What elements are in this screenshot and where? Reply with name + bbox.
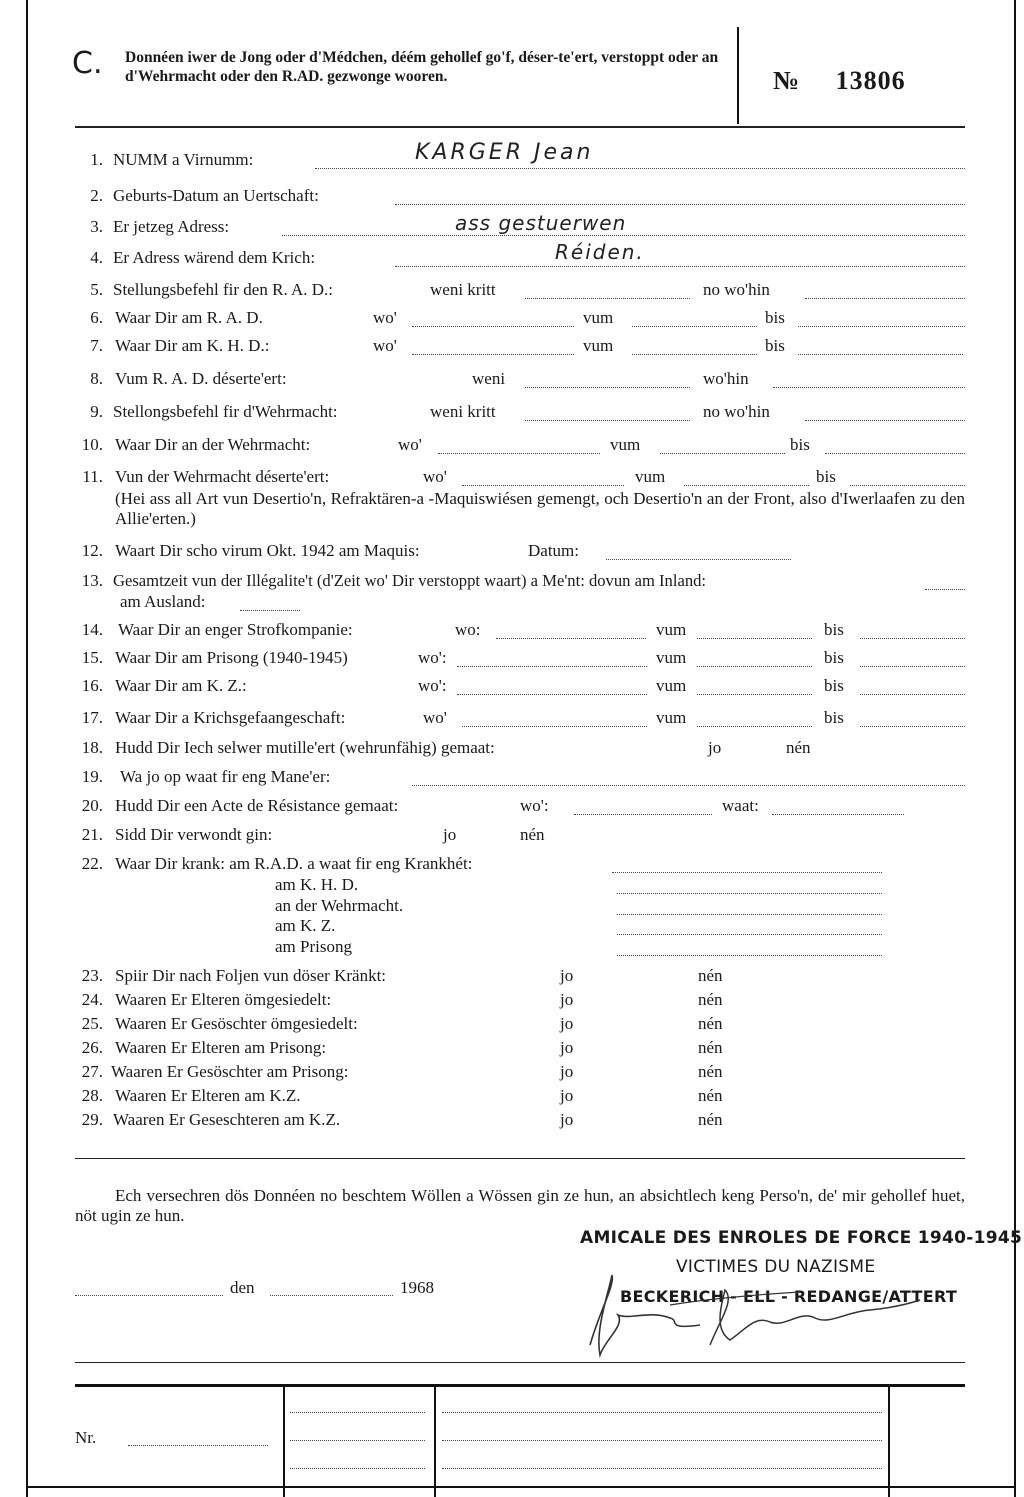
- answer-line[interactable]: [457, 694, 647, 695]
- field-label: weni kritt: [430, 280, 496, 299]
- item-15: [0, 648, 1024, 674]
- item-number: 24.: [81, 990, 103, 1009]
- field-label: weni kritt: [430, 402, 496, 421]
- item-2: [0, 186, 1024, 212]
- yes-option[interactable]: jo: [560, 1110, 574, 1129]
- field-label: wo': [373, 336, 397, 355]
- item-label: Geburts-Datum an Uertschaft:: [113, 186, 319, 205]
- sub-label: am Prisong: [275, 937, 352, 956]
- nr-label: Nr.: [75, 1428, 97, 1447]
- section-letter: C.: [72, 46, 103, 81]
- item-number: 5.: [90, 280, 103, 299]
- answer-line[interactable]: [697, 726, 812, 727]
- section-heading: Donnéen iwer de Jong oder d'Médchen, déém gehollef go'f, déser-te'ert, verstoppt oder an d'Wehrmacht oder den R.AD. gezwonge wooren.: [125, 49, 719, 85]
- answer-line[interactable]: [240, 610, 300, 611]
- footer-col-2: [434, 1384, 436, 1497]
- field-label: wo':: [520, 796, 549, 815]
- footer-col-1: [283, 1384, 285, 1497]
- answer-line[interactable]: [282, 235, 965, 236]
- yes-option[interactable]: jo: [560, 1086, 574, 1105]
- item-12: [0, 541, 1024, 567]
- item-number: 7.: [90, 336, 103, 355]
- answer-line[interactable]: [617, 934, 882, 935]
- item-number: 27.: [81, 1062, 103, 1081]
- signature: [570, 1270, 930, 1365]
- answer-line[interactable]: [606, 559, 791, 560]
- item-16: [0, 676, 1024, 702]
- stamp-line-3: BECKERICH - ELL - REDANGE/ATTERT: [620, 1287, 958, 1306]
- item-label: Hudd Dir een Acte de Résistance gemaat:: [115, 796, 399, 815]
- item-label: Waaren Er Geseschteren am K.Z.: [113, 1110, 341, 1129]
- item-8: [0, 369, 1024, 395]
- answer-line[interactable]: [773, 387, 965, 388]
- field-label: vum: [583, 336, 614, 355]
- field-label: bis: [824, 620, 844, 639]
- answer-line[interactable]: [697, 638, 812, 639]
- answer-line[interactable]: [617, 893, 882, 894]
- field-label: wo': [423, 708, 447, 727]
- field-label: wo': [373, 308, 397, 327]
- item-10: [0, 435, 1024, 461]
- item-label: Gesamtzeit vun der Illégalite't (d'Zeit wo' Dir verstoppt waart) a Me'nt: dovun am Inland:: [113, 571, 707, 590]
- stamp-line-1: AMICALE DES ENROLES DE FORCE 1940-1945: [580, 1228, 1023, 1248]
- field-label: bis: [824, 648, 844, 667]
- answer-line[interactable]: [457, 666, 647, 667]
- field-label: bis: [765, 308, 785, 327]
- answer-line[interactable]: [772, 814, 904, 815]
- footer-line[interactable]: [442, 1412, 882, 1413]
- item-label: Wa jo op waat fir eng Mane'er:: [120, 767, 331, 786]
- item-number: 3.: [90, 217, 103, 236]
- item-label: Er jetzeg Adress:: [113, 217, 230, 236]
- answer-line[interactable]: [617, 914, 882, 915]
- item-label: Spiir Dir nach Foljen vun döser Kränkt:: [115, 966, 387, 985]
- stamp-line-2: VICTIMES DU NAZISME: [676, 1257, 876, 1277]
- date-year: 1968: [400, 1278, 434, 1297]
- item-label: Waar Dir am R. A. D.: [115, 308, 263, 327]
- item-label: Waar Dir krank: am R.A.D. a waat fir eng Krankhét:: [115, 854, 473, 873]
- declaration-text: Ech versechren dös Donnéen no beschtem Wöllen a Wössen gin ze hun, an absichtlech keng Perso'n, de' mir gehollef huet, nöt ugin ze hun.: [75, 1186, 965, 1225]
- item-label: Waaren Er Gesöschter am Prisong:: [111, 1062, 349, 1081]
- no-option[interactable]: nén: [698, 1110, 723, 1129]
- yes-option[interactable]: jo: [560, 1038, 574, 1057]
- footer-line[interactable]: [442, 1440, 882, 1441]
- item-label: Waaren Er Gesöschter ömgesiedelt:: [115, 1014, 358, 1033]
- sub-label: an der Wehrmacht.: [275, 896, 404, 915]
- field-label: wo':: [418, 676, 447, 695]
- field-label: no wo'hin: [703, 280, 770, 299]
- item-4: [0, 240, 1024, 274]
- no-option[interactable]: nén: [698, 1086, 723, 1105]
- item-label: Waaren Er Elteren am Prisong:: [115, 1038, 327, 1057]
- no-option[interactable]: nén: [698, 1038, 723, 1057]
- item-label: Vum R. A. D. déserte'ert:: [115, 369, 287, 388]
- sub-label: am K. Z.: [275, 916, 336, 935]
- form-number: [773, 66, 906, 96]
- field-label: bis: [824, 676, 844, 695]
- item-number: 19.: [81, 767, 103, 786]
- item-21: [0, 825, 1024, 851]
- item-number: 21.: [81, 825, 103, 844]
- item-label: Waar Dir a Krichsgefaangeschaft:: [115, 708, 346, 727]
- footer-rule-thin: [75, 1362, 965, 1363]
- item-number: 10.: [81, 435, 103, 454]
- answer-line[interactable]: [412, 326, 574, 327]
- answer-line[interactable]: [805, 298, 965, 299]
- item-27: [0, 1062, 1024, 1088]
- item-number: 14.: [81, 620, 103, 639]
- field-label: vum: [583, 308, 614, 327]
- item-25: [0, 1014, 1024, 1040]
- item-28: [0, 1086, 1024, 1112]
- item-number: 12.: [81, 541, 103, 560]
- answer-line[interactable]: [925, 589, 965, 590]
- field-label: vum: [610, 435, 641, 454]
- answer-line[interactable]: [462, 726, 647, 727]
- item-number: 26.: [81, 1038, 103, 1057]
- item-number: 15.: [81, 648, 103, 667]
- number-value: 13806: [835, 66, 906, 95]
- sub-label: am K. H. D.: [275, 875, 359, 894]
- item-number: 16.: [81, 676, 103, 695]
- item-18: [0, 738, 1024, 764]
- footer-line[interactable]: [290, 1412, 425, 1413]
- answer-line[interactable]: [798, 326, 965, 327]
- no-option[interactable]: nén: [698, 966, 723, 985]
- item-26: [0, 1038, 1024, 1064]
- nr-line[interactable]: [128, 1445, 268, 1446]
- item-label: Waaren Er Elteren ömgesiedelt:: [115, 990, 332, 1009]
- item-number: 13.: [81, 571, 103, 590]
- field-label: Datum:: [528, 541, 579, 560]
- item-label: Hudd Dir Iech selwer mutille'ert (wehrunfähig) gemaat:: [115, 738, 495, 757]
- date-line[interactable]: [270, 1295, 393, 1296]
- field-label: waat:: [722, 796, 759, 815]
- item-label: Sidd Dir verwondt gin:: [115, 825, 273, 844]
- field-label: vum: [656, 676, 687, 695]
- item-label: Stellungsbefehl fir den R. A. D.:: [113, 280, 334, 299]
- item-number: 18.: [81, 738, 103, 757]
- yes-option[interactable]: jo: [560, 990, 574, 1009]
- item-label: Waar Dir am K. Z.:: [115, 676, 247, 695]
- no-option[interactable]: nén: [698, 1062, 723, 1081]
- item-number: 4.: [90, 248, 103, 267]
- item-label: Waaren Er Elteren am K.Z.: [115, 1086, 301, 1105]
- field-label: vum: [635, 467, 666, 486]
- item-number: 1.: [90, 150, 103, 169]
- answer-line[interactable]: [412, 785, 965, 786]
- item-label: NUMM a Virnumm:: [113, 150, 254, 169]
- answer-line[interactable]: [860, 726, 965, 727]
- field-label: wo': [398, 435, 422, 454]
- answer-line[interactable]: [315, 168, 965, 169]
- field-label: wo': [423, 467, 447, 486]
- item-number: 11.: [82, 467, 103, 486]
- answer-line[interactable]: [697, 694, 812, 695]
- answer-line[interactable]: [860, 694, 965, 695]
- no-option[interactable]: nén: [520, 825, 545, 844]
- item-7: [0, 336, 1024, 362]
- yes-option[interactable]: jo: [560, 966, 574, 985]
- answer-line[interactable]: [525, 298, 690, 299]
- bottom-border: [26, 1486, 1016, 1488]
- answer-line[interactable]: [697, 666, 812, 667]
- field-label: vum: [656, 620, 687, 639]
- item-label: Waart Dir scho virum Okt. 1942 am Maquis:: [115, 541, 420, 560]
- field-label: am Ausland:: [120, 592, 206, 611]
- answer-line[interactable]: [438, 453, 600, 454]
- item-number: 20.: [81, 796, 103, 815]
- item-5: [0, 280, 1024, 306]
- answer-line[interactable]: [860, 638, 965, 639]
- footer-col-3: [888, 1384, 890, 1497]
- item-label: Er Adress wärend dem Krich:: [113, 248, 316, 267]
- field-label: wo'hin: [703, 369, 749, 388]
- answer-line[interactable]: [860, 666, 965, 667]
- item-1: [0, 140, 1024, 176]
- answer-line[interactable]: [525, 420, 690, 421]
- item-22-sub-prisong: [0, 937, 1024, 963]
- field-label: wo':: [418, 648, 447, 667]
- place-line[interactable]: [75, 1295, 223, 1296]
- field-label: bis: [824, 708, 844, 727]
- item-label: Waar Dir an enger Strofkompanie:: [118, 620, 353, 639]
- item-label: Vun der Wehrmacht déserte'ert:: [115, 467, 330, 486]
- answer-line[interactable]: [632, 326, 757, 327]
- no-option[interactable]: nén: [698, 990, 723, 1009]
- footer-line[interactable]: [290, 1440, 425, 1441]
- field-label: weni: [472, 369, 506, 388]
- item-label: Stellongsbefehl fir d'Wehrmacht:: [113, 402, 338, 421]
- item-9: [0, 402, 1024, 428]
- number-sign: №: [773, 66, 801, 95]
- item-label: Waar Dir am Prisong (1940-1945): [115, 648, 348, 667]
- header-rule: [75, 126, 965, 128]
- item-20: [0, 796, 1024, 822]
- item-number: 8.: [90, 369, 103, 388]
- answer-line[interactable]: [632, 354, 757, 355]
- item-number: 6.: [90, 308, 103, 327]
- item-13-cont: [0, 592, 1024, 618]
- item-number: 17.: [81, 708, 103, 727]
- answer-line[interactable]: [660, 453, 785, 454]
- answer-line[interactable]: [798, 354, 963, 355]
- field-label: no wo'hin: [703, 402, 770, 421]
- item-19: [0, 767, 1024, 793]
- answer-line[interactable]: [462, 485, 624, 486]
- field-label: vum: [656, 648, 687, 667]
- answer-line[interactable]: [684, 485, 809, 486]
- item-number: 2.: [90, 186, 103, 205]
- item-17: [0, 708, 1024, 734]
- answer-line[interactable]: [574, 814, 712, 815]
- item-24: [0, 990, 1024, 1016]
- item-3: [0, 211, 1024, 243]
- answer-line[interactable]: [395, 266, 965, 267]
- item-6: [0, 308, 1024, 334]
- item-number: 23.: [81, 966, 103, 985]
- item-23: [0, 966, 1024, 992]
- answer-line[interactable]: [825, 453, 965, 454]
- declaration-rule: [75, 1158, 965, 1159]
- answer-line[interactable]: [496, 638, 646, 639]
- item-number: 9.: [90, 402, 103, 421]
- yes-option[interactable]: jo: [708, 738, 722, 757]
- answer-line[interactable]: [395, 204, 965, 205]
- item-number: 25.: [81, 1014, 103, 1033]
- yes-option[interactable]: jo: [560, 1062, 574, 1081]
- item-number: 22.: [81, 854, 103, 873]
- footer-line[interactable]: [290, 1468, 425, 1469]
- item-14: [0, 620, 1024, 646]
- answer-line[interactable]: [850, 485, 965, 486]
- yes-option[interactable]: jo: [560, 1014, 574, 1033]
- field-label: bis: [765, 336, 785, 355]
- yes-option[interactable]: jo: [443, 825, 457, 844]
- item-label: Waar Dir am K. H. D.:: [115, 336, 270, 355]
- item-label: Waar Dir an der Wehrmacht:: [115, 435, 311, 454]
- answer-line[interactable]: [805, 420, 965, 421]
- footer-line[interactable]: [442, 1468, 882, 1469]
- handwritten-name: KARGER Jean: [415, 140, 594, 165]
- field-label: vum: [656, 708, 687, 727]
- footer-table-top: [75, 1384, 965, 1387]
- date-den-label: den: [230, 1278, 255, 1297]
- item-number: 29.: [81, 1110, 103, 1129]
- desertion-note: (Hei ass all Art vun Desertio'n, Refraktären-a -Maquiswiésen gemengt, och Desertio'n an der Front, also d'Iwerlaafen zu den Allie'erten.): [115, 489, 965, 528]
- field-label: bis: [790, 435, 810, 454]
- no-option[interactable]: nén: [786, 738, 811, 757]
- handwritten-address: ass gestuerwen: [455, 211, 627, 235]
- item-29: [0, 1110, 1024, 1136]
- item-number: 28.: [81, 1086, 103, 1105]
- field-label: bis: [816, 467, 836, 486]
- answer-line[interactable]: [412, 354, 574, 355]
- header-divider: [737, 27, 739, 124]
- answer-line[interactable]: [612, 872, 882, 873]
- answer-line[interactable]: [617, 955, 882, 956]
- field-label: wo:: [455, 620, 481, 639]
- answer-line[interactable]: [525, 387, 690, 388]
- handwritten-war-address: Réiden.: [555, 240, 645, 264]
- no-option[interactable]: nén: [698, 1014, 723, 1033]
